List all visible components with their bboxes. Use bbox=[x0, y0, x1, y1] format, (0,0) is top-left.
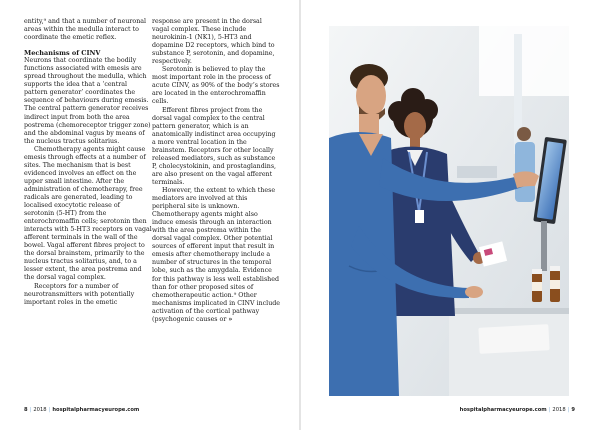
paragraph-receptors: Receptors for a number of neurotransmitters with potentially important roles in the emetic bbox=[24, 282, 135, 306]
paragraph-chemotherapy: Chemotherapy agents might cause emesis through effects at a number of sites. The mechanism that is best evidenced involves an effect on the upper small intestine. After the administration of chemotherapy, free radicals are generated, leading to localised exocytotic release of serotonin (5-HT) from the enterochromaffin cells; serotonin then interacts with 5-HT3 receptors on vagal afferent terminals in the wall of the bowel. Vagal afferent fibres project to the dorsal brainstem, primarily to the nucleus tractus solitarius, and, to a lesser extent, the area postrema and the dorsal vagal complex. bbox=[24, 145, 152, 282]
text-column-2 bbox=[152, 18, 280, 324]
paragraph-intro: entity,⁹ and that a number of neuronal areas within the medulla interact to coordinate the emetic reflex. bbox=[24, 18, 147, 42]
footer-separator: | bbox=[548, 407, 551, 413]
paragraph-efferent: Efferent fibres project from the dorsal vagal complex to the central pattern generator, which is an anatomically indistinct area occupying a more ventral location in the brainstem. Receptors for other locally released mediators, such as substance P, cholecystokinin, and prostaglandins, are also present on the vagal afferent terminals. bbox=[152, 106, 277, 186]
text-column-1 bbox=[24, 18, 152, 307]
page-number-left: 8 bbox=[24, 407, 28, 413]
paragraph-neurons: Neurons that coordinate the bodily functions associated with emesis are spread throughout the medulla, which supports the idea that a ‘central pattern generator’ coordinates the sequence of behaviours during emesis. The central pattern generator receives indirect input from both the area postrema (chemoreceptor trigger zone) and the abdominal vagus by means of the nucleus tractus solitarius. bbox=[24, 57, 151, 145]
page-number-right: 9 bbox=[571, 407, 575, 413]
left-page bbox=[0, 0, 299, 430]
pharmacists-photo-illustration bbox=[329, 26, 569, 396]
continue-arrow-icon: » bbox=[228, 315, 232, 323]
section-heading: Mechanisms of CINV bbox=[24, 49, 101, 58]
footer-separator: | bbox=[567, 407, 570, 413]
footer-year-left: 2018 bbox=[33, 407, 47, 413]
paragraph-however bbox=[152, 187, 280, 324]
paragraph-response: response are present in the dorsal vagal complex. These include neurokinin-1 (NK1), 5-HT3 and dopamine D2 receptors, which bind to substance P, serotonin, and dopamine, respectively. bbox=[152, 18, 275, 66]
footer-year-right: 2018 bbox=[552, 407, 566, 413]
footer-left bbox=[24, 407, 139, 413]
footer-website-left: hospitalpharmacyeurope.com bbox=[52, 407, 140, 413]
right-page bbox=[301, 0, 600, 430]
paragraph-however-text: However, the extent to which these mediators are involved at this peripheral site is unknown. Chemotherapy agents might also induce emesis through an interaction with the area postrema within the dorsal vagal complex. Other potential sources of efferent input that result in emesis after chemotherapy include a number of structures in the temporal lobe, such as the amygdala. Evidence for this pathway is less well established than for other proposed sites of chemotherapeutic action.⁹ Other mechanisms implicated in CINV include activation of the cortical pathway (psychogenic causes or bbox=[152, 186, 281, 323]
footer-separator: | bbox=[48, 407, 51, 413]
footer-right bbox=[460, 407, 575, 413]
footer-separator: | bbox=[29, 407, 32, 413]
article-photo bbox=[329, 26, 569, 396]
footer-website-right: hospitalpharmacyeurope.com bbox=[459, 407, 547, 413]
paragraph-serotonin: Serotonin is believed to play the most important role in the process of acute CINV, as 90% of the body’s stores are located in the enterochromaffin cells. bbox=[152, 66, 280, 106]
